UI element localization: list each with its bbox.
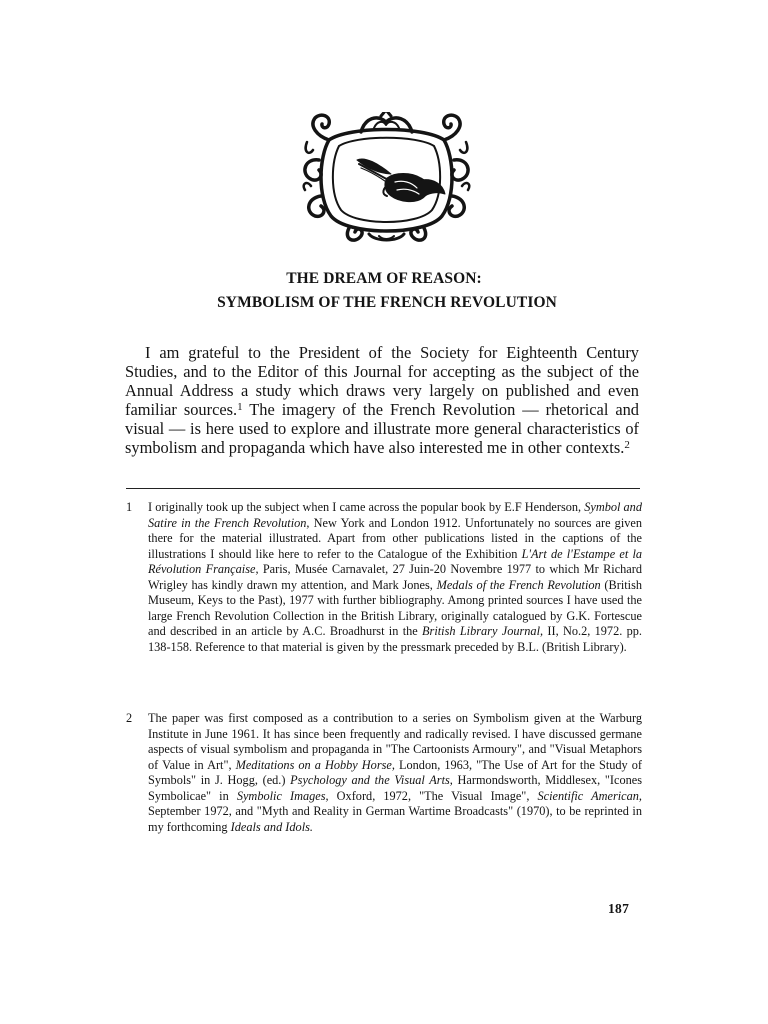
article-title: THE DREAM OF REASON: xyxy=(286,270,482,287)
footnote-segment-italic: Symbol and Satire in the French Revolution, xyxy=(148,500,642,530)
ornamental-emblem-icon xyxy=(299,112,474,244)
footnote-segment-italic: Medals of the French Revolution xyxy=(436,577,601,592)
footnote-segment-italic: Psychology and the Visual Arts, xyxy=(290,773,453,787)
footnote-segment: II, No.2, 1972. pp. 138-158. Reference to that material is given by the pressmark preceded by B.L. (British Library). xyxy=(148,624,642,654)
footnote-segment: (British Museum, Keys to the Past), 1977 with further bibliography. Among printed sources I have used the large French Revolution Collection in the British Library, originally catalogued by G.K. Fortescue and described in an article by A.C. Broadhurst in the xyxy=(148,577,643,638)
footnote-divider xyxy=(126,488,640,489)
footnote-segment: Oxford, 1972, "The Visual Image", xyxy=(328,788,538,803)
footnote-segment-italic: Symbolic Images, xyxy=(236,788,329,803)
footnote-segment: Paris, Musée Carnavalet, 27 Juin-20 Novembre 1977 to which Mr Richard Wrigley has kindly drawn my attention, and Mark Jones, xyxy=(148,562,643,592)
footnote-segment-italic: British Library Journal, xyxy=(422,624,544,638)
footnote-segment: I originally took up the subject when I came across the popular book by E.F Henderson, xyxy=(148,500,585,514)
body-text-part1: I am grateful to the President of the Society for Eighteenth Century Studies, and to the Editor of this Journal for accepting as the subject of the Annual Address a study which draws very largely on published and even familiar sources. xyxy=(125,343,639,420)
footnote-ref-1: 1 xyxy=(237,401,243,414)
footnote-text xyxy=(148,711,642,835)
footnote-segment-italic: Meditations on a Hobby Horse, xyxy=(235,757,395,772)
footnote-1 xyxy=(126,500,642,655)
footnote-segment: New York and London 1912. Unfortunately no sources are given there for the material illustrated. Apart from other publications listed in the captions of the illustrations I should like here to refer to the Catalogue of the Exhibition xyxy=(148,515,642,561)
body-paragraph xyxy=(125,343,639,458)
article-subtitle: SYMBOLISM OF THE FRENCH REVOLUTION xyxy=(217,294,557,311)
footnote-ref-2: 2 xyxy=(624,439,630,452)
footnote-segment: The paper was first composed as a contribution to a series on Symbolism given at the Warburg Institute in June 1961. It has since been frequently and radically revised. I have discussed germane aspects of visual symbolism and propaganda in "The Cartoonists Armoury", and "Visual Metaphors of Value in Art", xyxy=(148,711,642,772)
footnote-number: 1 xyxy=(126,500,133,514)
footnote-2 xyxy=(126,711,642,835)
footnote-segment: Harmondsworth, Middlesex, "Icones Symbolicae" in xyxy=(148,773,642,803)
footnote-segment-italic: L'Art de l'Estampe et la Révolution Française, xyxy=(148,546,643,576)
footnote-number: 2 xyxy=(126,711,133,725)
page-number: 187 xyxy=(608,901,630,916)
footnote-segment-italic: Scientific American, xyxy=(537,788,642,803)
footnote-segment: London, 1963, "The Use of Art for the Study of Symbols" in J. Hogg, (ed.) xyxy=(148,757,642,787)
footnote-segment-italic: Ideals and Idols. xyxy=(230,819,313,834)
footnote-text xyxy=(148,500,642,655)
footnote-segment: September 1972, and "Myth and Reality in German Wartime Broadcasts" (1970), to be reprinted in my forthcoming xyxy=(148,804,642,834)
body-text-part2: The imagery of the French Revolution — rhetorical and visual — is here used to explore and illustrate more general characteristics of symbolism and propaganda which have also interested me in other contexts. xyxy=(125,400,639,458)
